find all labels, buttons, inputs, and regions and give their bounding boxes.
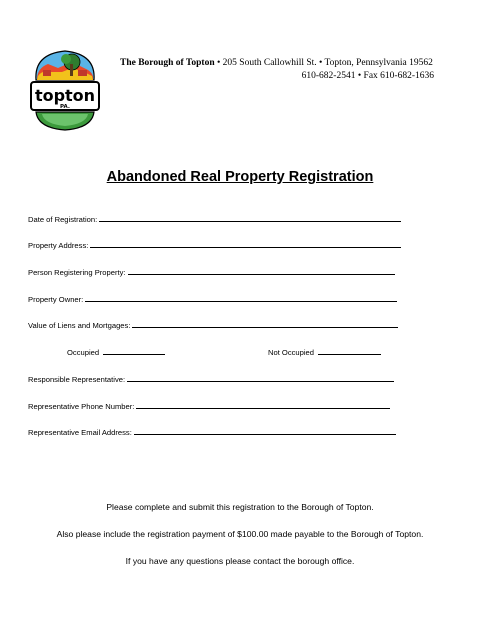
field-representative-email[interactable]: Representative Email Address: <box>28 427 396 437</box>
blank-line[interactable] <box>136 401 390 409</box>
blank-line[interactable] <box>128 267 395 275</box>
note-questions: If you have any questions please contact the borough office. <box>125 556 355 566</box>
blank-line[interactable] <box>127 374 394 382</box>
blank-line[interactable] <box>134 427 396 435</box>
field-representative-phone[interactable]: Representative Phone Number: <box>28 401 390 411</box>
field-liens-mortgages[interactable]: Value of Liens and Mortgages: <box>28 320 398 330</box>
borough-logo <box>28 46 102 134</box>
letterhead <box>120 57 434 83</box>
blank-line[interactable] <box>318 347 381 355</box>
form-title: Abandoned Real Property Registration <box>106 169 374 185</box>
field-person-registering[interactable]: Person Registering Property: <box>28 267 395 277</box>
note-submit: Please complete and submit this registration to the Borough of Topton. <box>106 502 374 512</box>
note-payment: Also please include the registration payment of $100.00 made payable to the Borough of Topton. <box>56 529 424 539</box>
field-date-of-registration[interactable]: Date of Registration: <box>28 214 401 224</box>
logo-subtext: PA. <box>60 104 70 110</box>
field-occupied[interactable]: Occupied <box>67 347 165 357</box>
blank-line[interactable] <box>103 347 165 355</box>
org-address: • 205 South Callowhill St. • Topton, Pennsylvania 19562 <box>214 58 433 68</box>
field-responsible-representative[interactable]: Responsible Representative: <box>28 374 394 384</box>
org-name: The Borough of Topton <box>120 58 215 68</box>
field-property-owner[interactable]: Property Owner: <box>28 294 397 304</box>
blank-line[interactable] <box>132 320 398 328</box>
blank-line[interactable] <box>90 240 401 248</box>
field-property-address[interactable]: Property Address: <box>28 240 401 250</box>
blank-line[interactable] <box>99 214 401 222</box>
blank-line[interactable] <box>85 294 397 302</box>
logo-wordmark: topton <box>34 86 96 105</box>
org-contact: 610-682-2541 • Fax 610-682-1636 <box>301 71 434 81</box>
field-not-occupied[interactable]: Not Occupied <box>268 347 381 357</box>
